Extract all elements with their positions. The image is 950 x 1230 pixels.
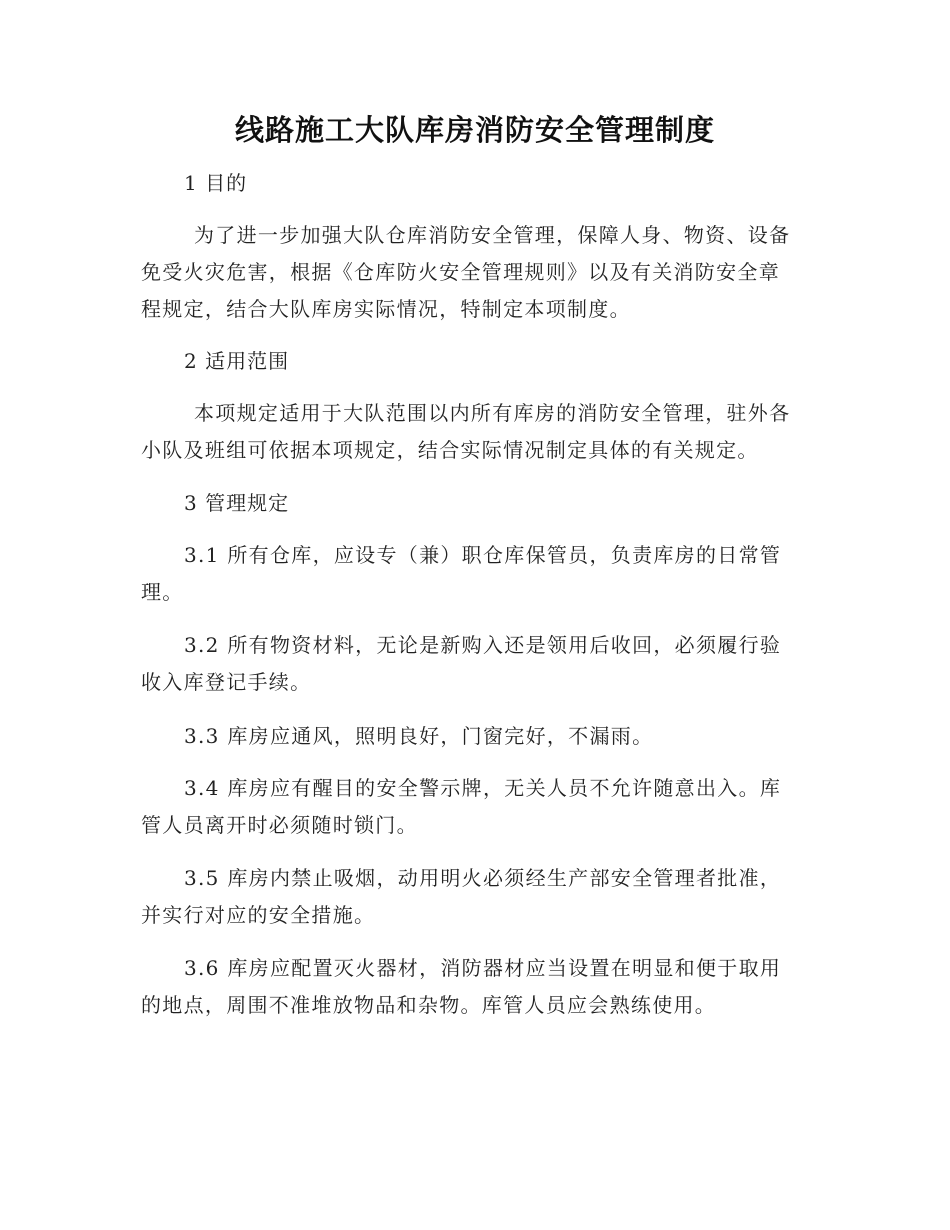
rule-item-line: 3.1 所有仓库，应设专（兼）职仓库保管员，负责库房的日常管: [184, 543, 782, 567]
rule-item-line: 3.2 所有物资材料，无论是新购入还是领用后收回，必须履行验: [184, 633, 782, 657]
document-title: 线路施工大队库房消防安全管理制度: [234, 113, 715, 147]
paragraph-line: 为了进一步加强大队仓库消防安全管理，保障人身、物资、设备: [194, 223, 791, 247]
section-heading-rules: 3 管理规定: [184, 491, 290, 515]
rule-item-line: 理。: [141, 580, 184, 604]
rule-item-line: 3.3 库房应通风，照明良好，门窗完好，不漏雨。: [184, 724, 654, 748]
paragraph-line: 程规定，结合大队库房实际情况，特制定本项制度。: [141, 297, 631, 321]
paragraph-line: 小队及班组可依据本项规定，结合实际情况制定具体的有关规定。: [141, 438, 759, 462]
rule-item-line: 3.5 库房内禁止吸烟，动用明火必须经生产部安全管理者批准，: [184, 866, 782, 890]
paragraph-line: 免受火灾危害，根据《仓库防火安全管理规则》以及有关消防安全章: [141, 260, 780, 284]
section-heading-purpose: 1 目的: [184, 171, 248, 195]
rule-item-line: 管人员离开时必须随时锁门。: [141, 813, 418, 837]
rule-item-line: 收入库登记手续。: [141, 670, 312, 694]
rule-item-line: 的地点，周围不准堆放物品和杂物。库管人员应会熟练使用。: [141, 993, 717, 1017]
rule-item-line: 并实行对应的安全措施。: [141, 903, 376, 927]
rule-item-line: 3.6 库房应配置灭火器材，消防器材应当设置在明显和便于取用: [184, 956, 782, 980]
paragraph-line: 本项规定适用于大队范围以内所有库房的消防安全管理，驻外各: [194, 401, 791, 425]
rule-item-line: 3.4 库房应有醒目的安全警示牌，无关人员不允许随意出入。库: [184, 776, 782, 800]
section-heading-scope: 2 适用范围: [184, 349, 290, 373]
